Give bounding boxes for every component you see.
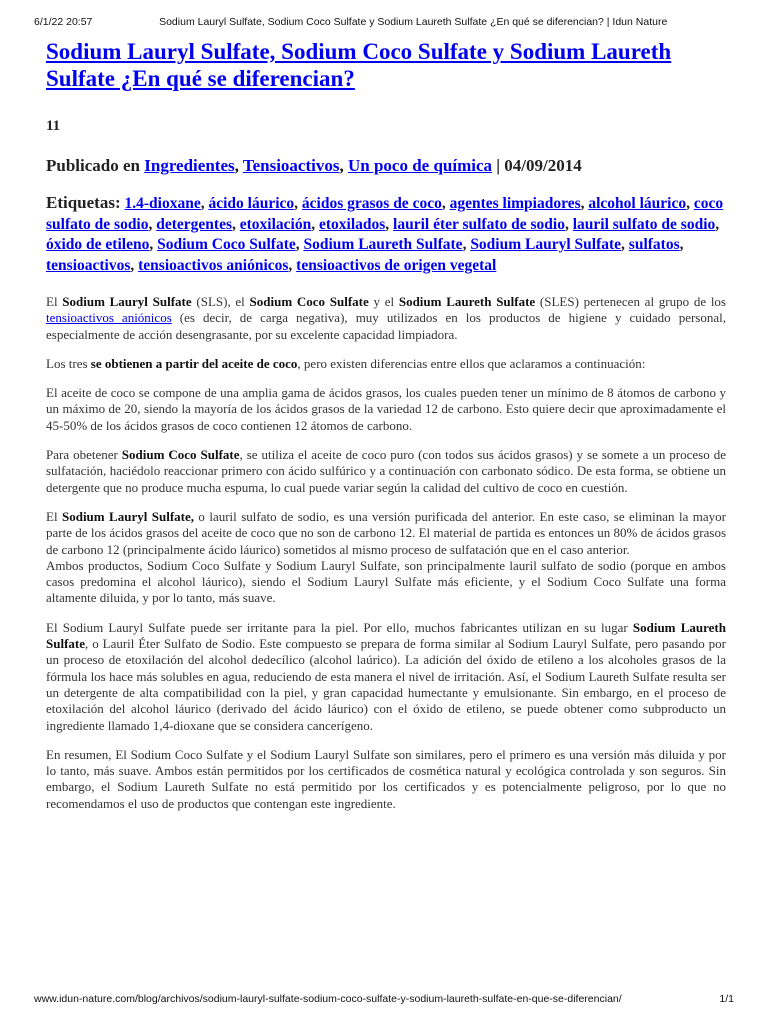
text: El: [46, 294, 63, 309]
bold-text: se obtienen a partir del aceite de coco: [90, 355, 298, 371]
text: y el: [368, 294, 399, 309]
category-link-ingredientes[interactable]: Ingredientes: [144, 156, 235, 175]
bold-text: Sodium Coco Sulfate: [121, 447, 240, 463]
published-label: Publicado en: [46, 156, 140, 175]
tag-link[interactable]: Sodium Lauryl Sulfate: [470, 236, 622, 253]
paragraph-coco-sulfate: [46, 447, 726, 496]
text: (SLES) pertenecen al grupo de los: [535, 294, 726, 309]
text: Los tres: [46, 355, 91, 371]
article-body: [46, 294, 726, 812]
tag-link[interactable]: lauril sulfato de sodio: [572, 215, 716, 233]
print-datetime: 6/1/22 20:57: [34, 16, 93, 28]
post-title-link[interactable]: Sodium Lauryl Sulfate, Sodium Coco Sulfate y Sodium Laureth Sulfate ¿En qué se diferencian?: [46, 39, 672, 91]
paragraph-summary: En resumen, El Sodium Coco Sulfate y el Sodium Lauryl Sulfate son similares, pero el primero es una versión más diluida y por lo tanto, más suave. Ambos están permitidos por los certificados de cosmética natural y ecológica controlada y son seguros. Sin embargo, el Sodium Laureth Sulfate no está permitido por los certificados y es potencialmente peligroso, por lo que no recomendamos el uso de productos que contengan este ingrediente.: [46, 746, 726, 811]
bold-text: Sodium Lauryl Sulfate,: [61, 508, 194, 524]
bold-text: Sodium Lauryl Sulfate: [62, 294, 192, 309]
tag-link[interactable]: Sodium Laureth Sulfate: [303, 236, 463, 253]
print-footer: [34, 993, 734, 1005]
post-meta: Publicado en Ingredientes, Tensioactivos, Un poco de química | 04/09/2014: [46, 156, 582, 175]
paragraph-laureth-sulfate: [46, 620, 726, 734]
post-date: 04/09/2014: [504, 156, 582, 175]
category-link-un-poco-de-quimica[interactable]: Un poco de química: [347, 156, 493, 175]
tag-link[interactable]: tensioactivos de origen vegetal: [296, 256, 497, 274]
text: (es decir, de carga negativa), muy utilizados en los productos de higiene y cuidado personal, especialmente de acción desengrasante, por su excelente capacidad limpiadora.: [46, 310, 726, 342]
tag-link[interactable]: ácidos grasos de coco: [301, 195, 442, 212]
paragraph-lauryl-sulfate: [46, 509, 726, 558]
tag-link[interactable]: etoxilados: [318, 215, 386, 233]
tag-link[interactable]: tensioactivos: [46, 256, 131, 274]
text: , o Lauril Éter Sulfato de Sodio. Este compuesto se prepara de forma similar al Sodium Lauryl Sulfate, pero pasando por un proceso de etoxilación del alcohol dedecílico (alcohol laúrico). La adición del óxido de etileno a los alcoholes grasos de la fórmula los hace más solubles en agua, reduciendo de esta manera el nivel de irritación. Así, el Sodium Laureth Sulfate resulta ser un detergente de alta compatibilidad con la piel, y gran capacidad humectante y emulsionante. Sin embargo, en el proceso de etoxilación del alcohol láurico (derivado del ácido láurico) con el óxido de etileno, se puede obtener como subproducto un ingrediente llamado 1,4-dioxane que se considera cancerígeno.: [46, 636, 726, 733]
text: El: [46, 508, 62, 524]
tag-link[interactable]: Sodium Coco Sulfate: [157, 236, 296, 253]
tag-link[interactable]: etoxilación: [239, 215, 312, 233]
bold-text: Sodium Coco Sulfate: [249, 294, 369, 309]
paragraph-comparison: Ambos productos, Sodium Coco Sulfate y Sodium Lauryl Sulfate, son principalmente lauril sulfato de sodio (porque en ambos casos predomina el alcohol láurico), siendo el Sodium Lauryl Sulfate más eficiente, y el Sodium Coco Sulfate una forma altamente diluida, y por lo tanto, más suave.: [46, 557, 726, 606]
text: (SLS), el: [191, 294, 250, 309]
text: , pero existen diferencias entre ellos que aclaramos a continuación:: [297, 355, 646, 371]
text: El Sodium Lauryl Sulfate puede ser irritante para la piel. Por ello, muchos fabricantes utilizan en su lugar: [46, 619, 633, 635]
comments-count: 11: [46, 118, 61, 134]
article-container: [46, 38, 726, 825]
text: , se utiliza el aceite de coco puro (con todos sus ácidos grasos) y se somete a un proceso de sulfatación, haciédolo reaccionar primero con ácido sulfúrico y a continuación con carbonato sódico. De esta forma, se obtiene un detergente que no produce mucha espuma, lo cual puede variar según la calidad del cultivo de coco en cuestión.: [46, 447, 726, 495]
post-title: [46, 38, 726, 92]
paragraph-origin: [46, 356, 726, 372]
print-header: [34, 16, 734, 28]
print-url: www.idun-nature.com/blog/archivos/sodium-lauryl-sulfate-sodium-coco-sulfate-y-sodium-laureth-sulfate-en-que-se-diferencian/: [34, 993, 622, 1005]
tag-link[interactable]: 1.4-dioxane: [124, 195, 201, 212]
bold-text: Sodium Laureth Sulfate: [46, 619, 726, 652]
tensioactivos-anionicos-link[interactable]: tensioactivos aniónicos: [46, 310, 172, 326]
tag-link[interactable]: ácido láurico: [208, 195, 295, 212]
text: Para obetener: [46, 447, 122, 463]
print-page-number: 1/1: [719, 993, 734, 1005]
print-page-title: Sodium Lauryl Sulfate, Sodium Coco Sulfate y Sodium Laureth Sulfate ¿En qué se diferencian? | Idun Nature: [159, 16, 668, 28]
bold-text: Sodium Laureth Sulfate: [398, 294, 536, 309]
tag-link[interactable]: agentes limpiadores: [449, 195, 581, 212]
text: o lauril sulfato de sodio, es una versión purificada del anterior. En este caso, se eliminan la mayor parte de los ácidos grasos del aceite de coco que no son de carbono 12. El material de partida es entonces un 80% de ácidos grasos de carbono 12 (principalmente ácido láurico) sometidos al mismo proceso de sulfatación que en el caso anterior.: [46, 508, 726, 557]
tags-label: Etiquetas:: [46, 193, 121, 212]
category-link-tensioactivos[interactable]: Tensioactivos: [242, 156, 340, 175]
tag-link[interactable]: detergentes: [156, 215, 232, 233]
tag-link[interactable]: sulfatos: [628, 236, 680, 253]
tag-link[interactable]: óxido de etileno: [46, 236, 150, 253]
tag-link[interactable]: lauril éter sulfato de sodio: [393, 215, 565, 233]
tag-link[interactable]: coco sulfato de sodio: [46, 195, 724, 233]
paragraph-intro: [46, 294, 726, 343]
tag-link[interactable]: alcohol láurico: [588, 195, 687, 212]
tags-list: Etiquetas: 1.4-dioxane, ácido láurico, ácidos grasos de coco, agentes limpiadores, alcohol láurico, coco sulfato de sodio, detergentes, etoxilación, etoxilados, lauril éter sulfato de sodio, lauril sulfato de sodio, óxido de etileno, Sodium Coco Sulfate, Sodium Laureth Sulfate, Sodium Lauryl Sulfate, sulfatos, tensioactivos, tensioactivos aniónicos, tensioactivos de origen vegetal: [46, 193, 724, 274]
paragraph-coconut-oil: El aceite de coco se compone de una amplia gama de ácidos grasos, los cuales pueden tener un mínimo de 8 átomos de carbono y un máximo de 20, siendo la mayoría de los ácidos grasos de la variedad 12 de carbono. Esto quiere decir que aproximadamente el 45-50% de los ácidos grasos de coco contienen 12 átomos de carbono.: [46, 385, 726, 433]
tag-link[interactable]: tensioactivos aniónicos: [138, 256, 289, 274]
